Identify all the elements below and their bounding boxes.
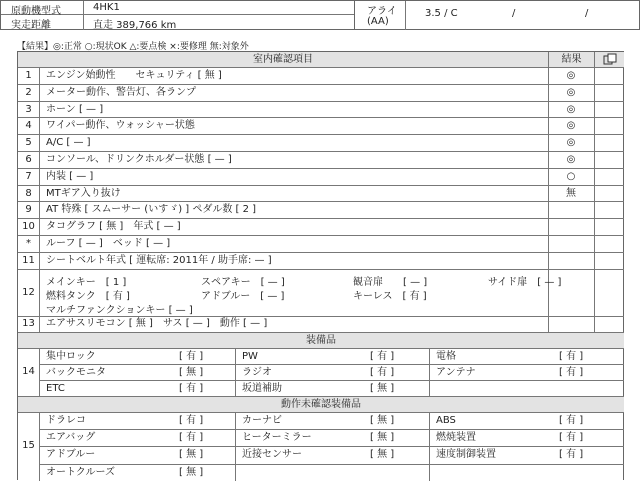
row-item-text: シートベルト年式 [ 運転席: 2011年 / 助手席: — ] [46,254,272,266]
row-number: 1 [25,70,32,81]
equipment-label: ABS [436,415,456,426]
row-result-mark [548,202,594,217]
equipment-value: [ 有 ] [559,415,584,426]
equipment-label: オートクルーズ [46,466,115,478]
alignment-sub-label: (AA) [367,16,389,27]
equipment-value: [ 無 ] [179,367,204,378]
adblue: アドブルー [ — ] [201,291,285,302]
inspection-table [17,51,624,480]
equipment-label: ドラレコ [46,415,86,426]
section14-title: 装備品 [18,333,624,348]
row-number: 6 [25,154,32,165]
keyless: キーレス [ 有 ] [353,291,427,302]
row-number: 10 [22,221,35,233]
row-number: 3 [25,103,32,115]
engine-model-value: 4HK1 [93,2,120,13]
row-result-mark: ◎ [566,86,576,98]
equipment-value [559,465,619,480]
equipment-value: [ 有 ] [559,351,584,362]
row-item-text: ワイパー動作、ウォッシャー状態 [46,120,195,132]
main-key: メインキー [ 1 ] [46,277,127,288]
row-number: 5 [25,137,32,149]
row-item-text: AT 特殊 [ スムーサー (いすゞ) ] ペダル数 [ 2 ] [46,204,257,216]
equipment-label: 電格 [436,351,456,362]
row-item-text: ルーフ [ — ] ベッド [ — ] [46,238,171,249]
row-result-mark: ◎ [566,137,576,149]
row-item-text: A/C [ — ] [46,137,91,149]
equipment-label [436,381,556,396]
row13-text: エアサスリモコン [ 無 ] サス [ — ] 動作 [ — ] [46,318,268,329]
section14-number: 14 [22,366,35,377]
equipment-value: [ 有 ] [179,351,204,362]
equipment-value: [ 無 ] [370,432,395,444]
row-number: 8 [25,187,32,199]
row-number: 9 [25,204,32,216]
equipment-label: 近接センサー [242,449,302,461]
equipment-label: バックモニタ [46,367,106,378]
equipment-value: [ 無 ] [179,466,204,478]
equipment-label: 速度制御装置 [436,449,496,461]
row-number: 4 [25,120,32,132]
alignment-box [354,0,640,30]
attachment-icon [594,52,624,67]
row13-number: 13 [22,318,35,329]
equipment-value: [ 有 ] [179,432,204,444]
equipment-value [559,381,619,396]
section15-number: 15 [22,440,35,451]
alignment-value: 3.5 / C [425,8,458,19]
row-result-mark: ◎ [566,154,576,165]
equipment-label: 集中ロック [46,351,96,362]
equipment-label [436,465,556,480]
mileage-label: 実走距離 [11,20,51,31]
result-header: 結果 [548,52,594,67]
row-number: 7 [25,170,32,182]
row-result-mark: ○ [566,170,576,182]
section15-title: 動作未確認装備品 [18,397,624,412]
spare-key: スペアキー [ — ] [201,277,285,288]
equipment-label: アンテナ [436,367,476,378]
fuel-tank: 燃料タンク [ 有 ] [46,291,130,302]
engine-model-label: 原動機型式 [11,6,61,17]
row-result-mark: ◎ [566,120,576,132]
equipment-value [370,465,430,480]
row-item-text: MTギア入り抜け [46,187,121,199]
row-number: 2 [25,86,32,98]
equipment-value: [ 有 ] [179,383,204,394]
equipment-value: [ 有 ] [559,432,584,444]
equipment-value: [ 有 ] [370,351,395,362]
equipment-label: ラジオ [242,367,272,378]
vehicle-info-box [0,0,355,30]
mileage-value: 直走 389,766 km [93,20,177,31]
row-result-mark: ◎ [566,103,576,115]
section1-title: 室内確認項目 [18,52,548,67]
equipment-label: エアバッグ [46,432,96,444]
equipment-value: [ 有 ] [179,415,204,426]
row-item-text: エンジン始動性 セキュリティ [ 無 ] [46,70,222,81]
equipment-label: 坂道補助 [242,383,282,394]
equipment-value: [ 有 ] [559,367,584,378]
row-item-text: メーター動作、警告灯、各ランプ [46,86,196,98]
row12-number: 12 [22,287,35,298]
equipment-value: [ 無 ] [370,449,395,461]
equipment-value: [ 有 ] [559,449,584,461]
equipment-label: ETC [46,383,65,394]
equipment-label: アドブルー [46,449,96,461]
row-number: 11 [22,254,35,266]
alignment-label: アライ [367,6,397,17]
equipment-label: 燃焼装置 [436,432,476,444]
row-item-text: タコグラフ [ 無 ] 年式 [ — ] [46,221,181,233]
result-legend: 【結果】◎:正常 ○:現状OK △:要点検 ×:要修理 無:対象外 [17,42,249,52]
row-result-mark: ◎ [566,70,576,81]
row-result-mark [548,219,594,234]
equipment-label: カーナビ [242,415,282,426]
equipment-label [242,465,362,480]
equipment-label: ヒーターミラー [242,432,312,444]
row-result-mark [548,236,594,251]
equipment-value: [ 無 ] [179,449,204,461]
rear-door: 観音扉 [ — ] [353,277,428,288]
row-item-text: 内装 [ — ] [46,170,94,182]
row-result-mark [548,253,594,268]
alignment-slash-2: / [585,8,589,19]
row-item-text: ホーン [ — ] [46,103,104,115]
multifunction-key: マルチファンクションキー [ — ] [46,305,193,316]
row-result-mark: 無 [566,187,576,199]
equipment-label: PW [242,351,258,362]
alignment-slash-1: / [512,8,516,19]
equipment-value: [ 有 ] [370,367,395,378]
side-door: サイド扉 [ — ] [488,277,562,288]
row-item-text: コンソール、ドリンクホルダー状態 [ — ] [46,154,232,165]
equipment-value: [ 無 ] [370,415,395,426]
equipment-value: [ 無 ] [370,383,395,394]
row-number: * [26,238,31,249]
